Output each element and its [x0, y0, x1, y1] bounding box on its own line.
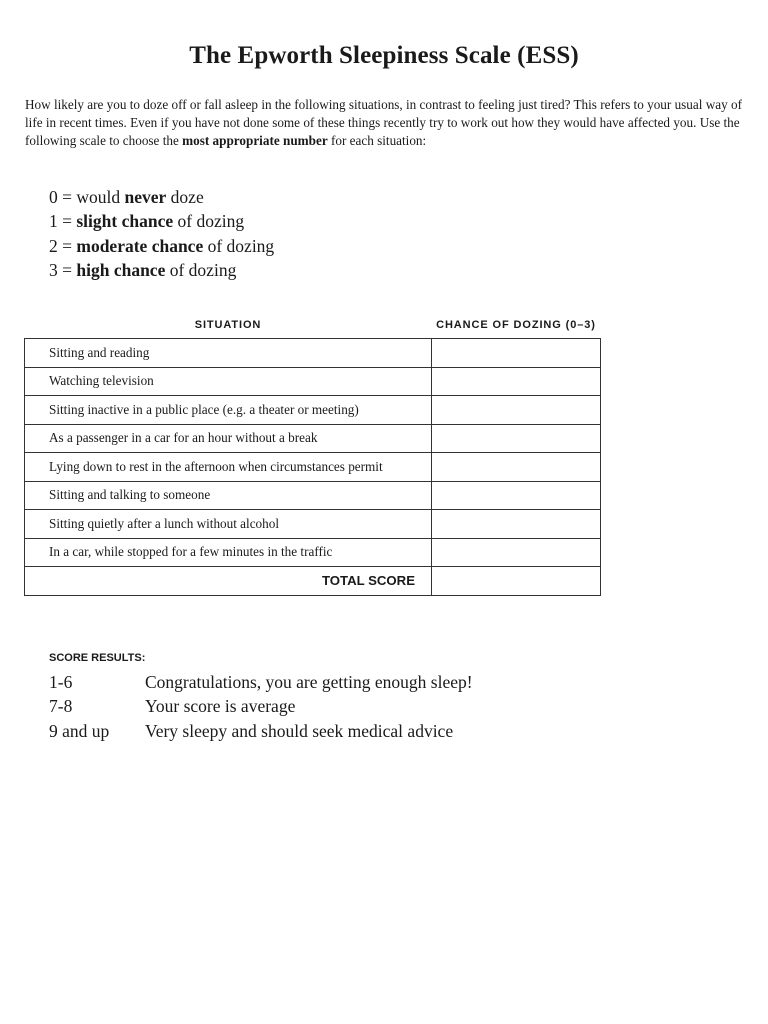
result-row — [49, 694, 473, 718]
result-range: 1-6 — [49, 672, 73, 692]
chance-column-header: CHANCE OF DOZING (0–3) — [436, 319, 596, 331]
result-text: Very sleepy and should seek medical advice — [145, 720, 454, 741]
situation-cell: As a passenger in a car for an hour without a break — [25, 424, 432, 453]
situation-cell: Lying down to rest in the afternoon when circumstances permit — [25, 453, 432, 482]
situation-cell: Sitting and reading — [25, 339, 432, 368]
table-row — [25, 481, 601, 510]
result-range: 9 and up — [49, 720, 110, 741]
scale-pre: would — [76, 187, 125, 207]
table-row — [25, 339, 601, 368]
result-row — [49, 670, 473, 694]
total-score-cell[interactable] — [432, 567, 601, 596]
total-row — [25, 567, 601, 596]
result-text: Your score is average — [145, 696, 296, 717]
score-results-list — [49, 670, 473, 743]
scale-number: 0 = — [49, 187, 77, 207]
situation-cell: In a car, while stopped for a few minutes in the traffic — [25, 538, 432, 567]
page-title: The Epworth Sleepiness Scale (ESS) — [189, 42, 579, 69]
scale-legend — [49, 185, 274, 283]
scale-item-3 — [49, 258, 274, 282]
scale-post: of dozing — [173, 211, 245, 232]
situation-cell: Watching television — [25, 367, 432, 396]
intro-end-text: for each situation: — [327, 133, 427, 148]
result-text: Congratulations, you are getting enough sleep! — [145, 672, 473, 692]
situation-cell: Sitting inactive in a public place (e.g. a theater or meeting) — [25, 396, 432, 425]
table-row — [25, 453, 601, 482]
table-row — [25, 510, 601, 539]
scale-item-2 — [49, 234, 274, 258]
total-score-label: TOTAL SCORE — [25, 567, 432, 596]
score-results-header: SCORE RESULTS: — [49, 652, 146, 664]
situation-column-header: SITUATION — [194, 319, 262, 331]
table-row — [25, 424, 601, 453]
scale-item-0 — [49, 185, 274, 209]
scale-item-1 — [49, 209, 274, 233]
chance-score-cell[interactable] — [432, 396, 601, 425]
chance-score-cell[interactable] — [432, 367, 601, 396]
scale-bold: high chance — [76, 260, 166, 281]
result-range: 7-8 — [49, 696, 73, 717]
scale-number: 2 = — [49, 235, 77, 256]
scale-bold: moderate chance — [76, 235, 204, 256]
chance-score-cell[interactable] — [432, 453, 601, 482]
scale-post: of dozing — [165, 260, 237, 281]
chance-score-cell[interactable] — [432, 339, 601, 368]
scale-post: doze — [166, 187, 204, 207]
ess-table — [24, 338, 601, 596]
table-row — [25, 538, 601, 567]
scale-number: 3 = — [49, 260, 77, 281]
scale-number: 1 = — [49, 211, 77, 232]
chance-score-cell[interactable] — [432, 481, 601, 510]
chance-score-cell[interactable] — [432, 510, 601, 539]
intro-text: How likely are you to doze off or fall asleep in the following situations, in contrast to feeling just tired? This refers to your usual way of life in recent times. Even if you have not done some of these things recently try to work out how they would have affected you. Use the following scale to choose the — [25, 97, 742, 148]
situation-cell: Sitting quietly after a lunch without alcohol — [25, 510, 432, 539]
chance-score-cell[interactable] — [432, 538, 601, 567]
situation-cell: Sitting and talking to someone — [25, 481, 432, 510]
table-row — [25, 396, 601, 425]
scale-bold: slight chance — [76, 211, 174, 232]
intro-bold-text: most appropriate number — [182, 133, 328, 148]
result-row — [49, 719, 473, 743]
scale-bold: never — [124, 187, 167, 207]
scale-post: of dozing — [203, 235, 275, 256]
table-row — [25, 367, 601, 396]
intro-paragraph — [25, 96, 750, 150]
chance-score-cell[interactable] — [432, 424, 601, 453]
